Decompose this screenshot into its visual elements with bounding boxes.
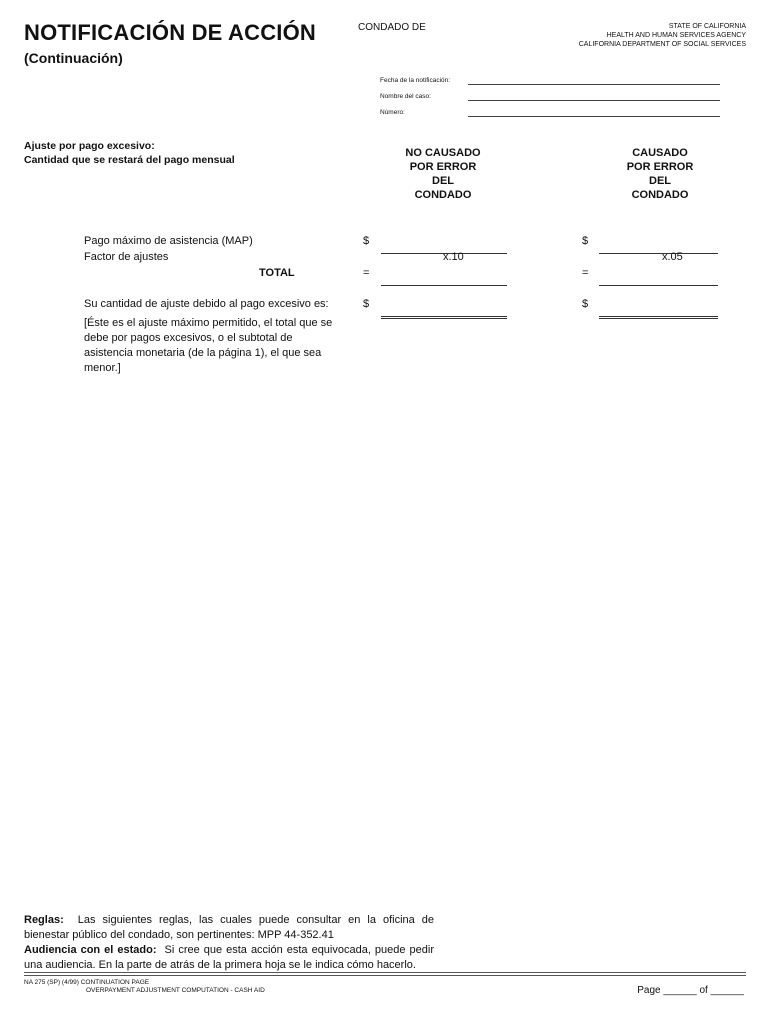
section-heading-line1: Ajuste por pago excesivo: [24, 140, 155, 152]
total-label: TOTAL [259, 267, 295, 279]
rules-text: Las siguientes reglas, las cuales puede consultar en la oficina de bienestar público del condado, son pertinentes: MPP 44-352.41 [24, 914, 434, 941]
form-number-block [24, 979, 265, 995]
form-number: NA 275 (SP) (4/99) CONTINUATION PAGE [24, 979, 150, 986]
col-not-caused-line2: POR ERROR [409, 161, 477, 173]
county-label: CONDADO DE [358, 22, 426, 33]
map-dollar-not-caused: $ [363, 235, 370, 247]
hearing-text: Si cree que esta acción esta equivocada, puede pedir una audiencia. En la parte de atrás de la primera hoja se le indica cómo hacerlo. [24, 944, 434, 971]
col-caused-line1: CAUSADO [632, 147, 688, 159]
col-caused-line2: POR ERROR [626, 161, 694, 173]
factor-not-caused: x.10 [443, 251, 464, 263]
rules-paragraph [24, 913, 434, 943]
factor-label: Factor de ajustes [84, 251, 169, 263]
page-subtitle: (Continuación) [24, 50, 123, 66]
col-caused-line4: CONDADO [631, 189, 689, 201]
adjustment-dollar-caused: $ [582, 298, 589, 310]
total-equals-caused: = [582, 267, 589, 279]
total-equals-not-caused: = [363, 267, 370, 279]
adjustment-field-caused[interactable] [599, 301, 718, 319]
total-field-caused[interactable] [599, 268, 718, 286]
adjustment-note: [Éste es el ajuste máximo permitido, el total que se debe por pagos excesivos, o el subtotal de asistencia monetaria (de la página 1), el que sea menor.] [84, 317, 333, 374]
rules-label: Reglas: [24, 914, 64, 926]
form-title: OVERPAYMENT ADJUSTMENT COMPUTATION - CASH AID [86, 987, 265, 994]
column-not-caused-heading [383, 146, 503, 202]
section-heading [24, 139, 235, 167]
section-heading-line2: Cantidad que se restará del pago mensual [24, 154, 235, 166]
adjustment-field-not-caused[interactable] [381, 301, 507, 319]
factor-caused: x.05 [662, 251, 683, 263]
notice-date-label: Fecha de la notificación: [380, 77, 451, 84]
agency-line-state: STATE OF CALIFORNIA [668, 23, 746, 30]
col-not-caused-line3: DEL [432, 175, 454, 187]
col-not-caused-line1: NO CAUSADO [405, 147, 481, 159]
adjustment-label: Su cantidad de ajuste debido al pago excesivo es: [84, 298, 329, 310]
case-number-field[interactable] [468, 116, 720, 117]
footer-divider-bottom [24, 975, 746, 976]
hearing-paragraph [24, 943, 434, 973]
page-number: Page ______ of ______ [637, 985, 744, 996]
notice-date-field[interactable] [468, 84, 720, 85]
column-caused-heading [600, 146, 720, 202]
map-field-caused[interactable] [599, 236, 718, 254]
total-field-not-caused[interactable] [381, 268, 507, 286]
adjustment-dollar-not-caused: $ [363, 298, 370, 310]
agency-line-hhs: HEALTH AND HUMAN SERVICES AGENCY [606, 32, 746, 39]
map-label: Pago máximo de asistencia (MAP) [84, 235, 253, 247]
rules-block [24, 913, 434, 973]
hearing-label: Audiencia con el estado: [24, 944, 157, 956]
map-dollar-caused: $ [582, 235, 589, 247]
col-not-caused-line4: CONDADO [414, 189, 472, 201]
agency-line-cdss: CALIFORNIA DEPARTMENT OF SOCIAL SERVICES [578, 41, 746, 48]
case-number-label: Número: [380, 109, 405, 116]
footer-divider-top [24, 972, 746, 973]
page-title: NOTIFICACIÓN DE ACCIÓN [24, 20, 317, 45]
col-caused-line3: DEL [649, 175, 671, 187]
case-name-label: Nombre del caso: [380, 93, 431, 100]
agency-block [579, 22, 746, 49]
case-name-field[interactable] [468, 100, 720, 101]
